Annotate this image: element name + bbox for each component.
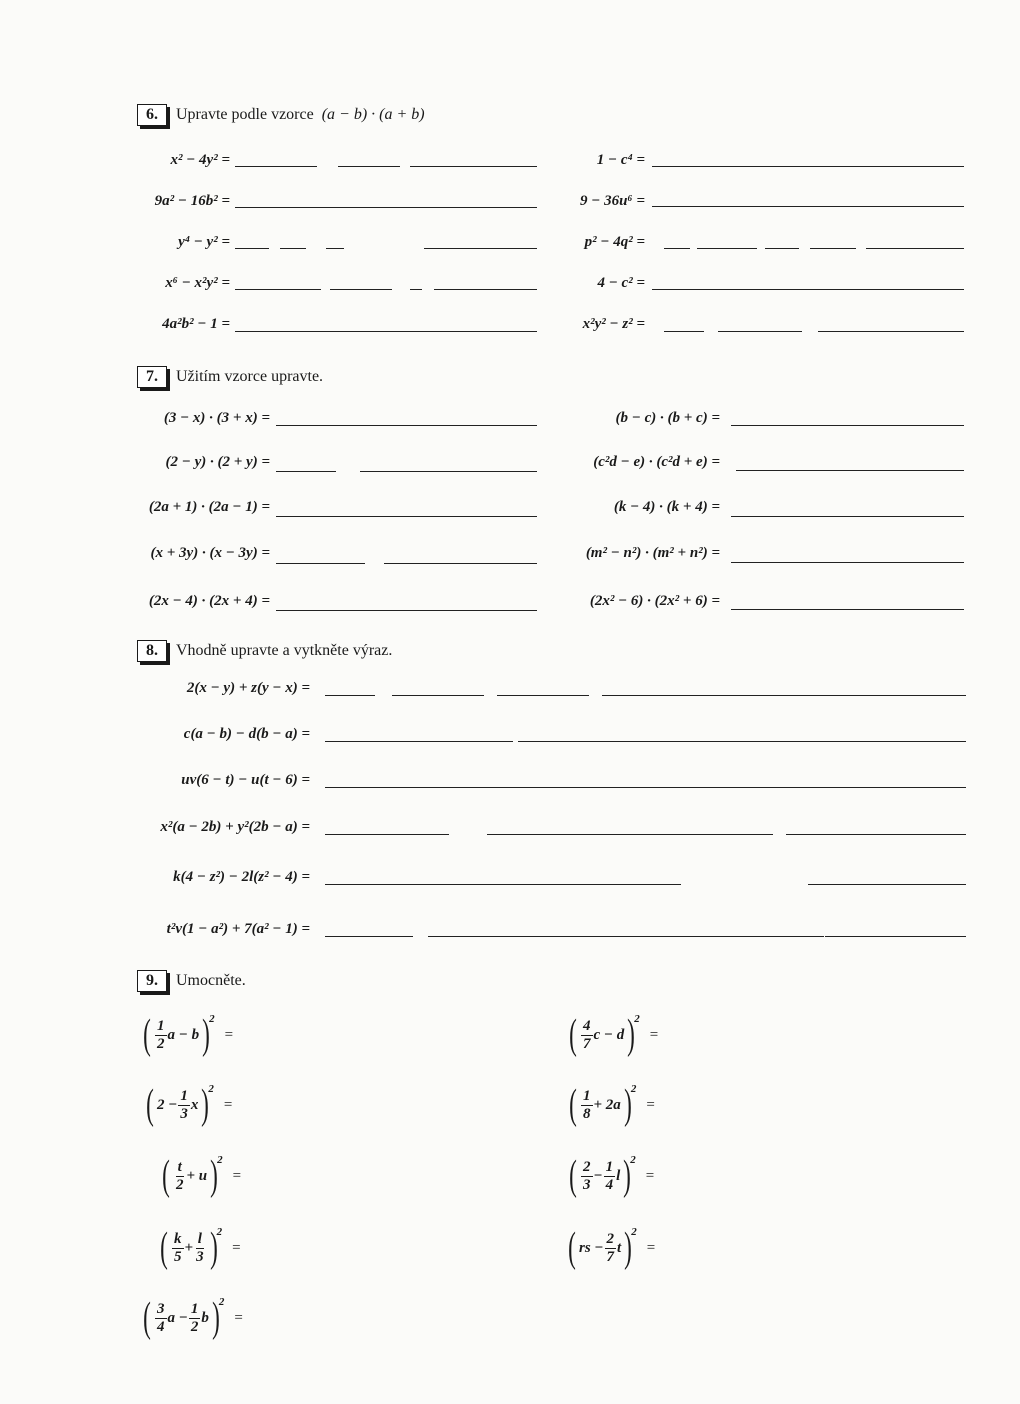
answer-line [235,207,537,208]
answer-line [765,248,799,249]
answer-line [602,695,966,696]
expr-text: a − [167,1309,188,1326]
expr-text: l [616,1167,621,1184]
fraction [155,1301,167,1336]
fraction-numerator: 1 [180,1087,188,1104]
expression: (b − c) · (b + c) = [615,410,720,426]
right-paren: ) [202,1012,210,1058]
left-paren: ( [143,1012,151,1058]
right-paren: ) [623,1082,632,1128]
fraction [581,1088,593,1123]
fraction [581,1018,593,1053]
fraction-numerator: k [174,1230,182,1247]
left-paren: ( [569,1082,577,1128]
section-title: Upravte podle vzorce [176,106,314,123]
expression: x⁶ − x²y² = [165,275,230,291]
equals-sign: = [232,1239,241,1256]
exponent: 2 [218,1296,225,1308]
answer-line [652,289,964,290]
section-6-header [137,104,425,126]
fraction-numerator: 2 [583,1158,591,1175]
expr-text: + u [186,1167,208,1184]
expression: (2x² − 6) · (2x² + 6) = [589,593,720,609]
fraction [172,1231,184,1266]
power-expression [566,1082,655,1128]
equals-sign: = [232,1167,242,1184]
expression: 9a² − 16b² = [154,193,230,209]
expr-text: a − b [167,1026,200,1043]
fraction-numerator: 1 [583,1087,591,1104]
expression: (x + 3y) · (x − 3y) = [150,545,270,561]
fraction-denominator: 8 [583,1105,591,1122]
section-number: 8. [137,640,167,662]
answer-line [434,289,537,290]
left-paren: ( [569,1012,577,1058]
answer-line [697,248,757,249]
exponent: 2 [209,1013,215,1025]
fraction [604,1159,616,1194]
fraction-numerator: 3 [157,1300,165,1317]
right-paren: ) [627,1012,636,1058]
power-expression [566,1153,655,1199]
expr-text: + [184,1239,194,1256]
answer-line [410,166,537,167]
power-expression [159,1153,242,1199]
expression: 1 − c⁴ = [596,152,645,168]
section-number: 7. [137,366,167,388]
power-expression [565,1225,656,1271]
fraction-denominator: 7 [583,1035,591,1052]
answer-line [786,834,966,835]
expression: 9 − 36u⁶ = [580,193,645,209]
fraction-denominator: 3 [180,1105,188,1122]
exponent: 2 [631,1226,637,1238]
answer-line [280,248,306,249]
section-title: Vhodně upravte a vytkněte výraz. [176,642,393,659]
fraction-numerator: 1 [157,1017,165,1034]
fraction [174,1159,186,1194]
answer-line [731,425,964,426]
answer-line [487,834,773,835]
expr-text: − [593,1167,603,1184]
expr-text: + 2a [593,1096,621,1113]
answer-line [384,563,537,564]
fraction-denominator: 5 [174,1248,182,1265]
answer-line [325,884,681,885]
expression: x² − 4y² = [170,152,230,168]
right-paren: ) [211,1295,220,1341]
expr-text: x [190,1096,199,1113]
section-formula: (a − b) · (a + b) [321,106,425,123]
exponent: 2 [634,1013,640,1025]
exponent: 2 [630,1154,636,1166]
expression: x²(a − 2b) + y²(2b − a) = [160,819,310,835]
answer-line [652,206,964,207]
answer-line [360,471,537,472]
answer-line [330,289,392,290]
power-expression [140,1295,243,1341]
answer-line [808,884,966,885]
answer-line [428,936,824,937]
fraction-denominator: 3 [196,1248,204,1265]
section-number: 6. [137,104,167,126]
equals-sign: = [223,1096,233,1113]
answer-line [810,248,856,249]
section-title: Užitím vzorce upravte. [176,368,324,385]
expr-text: t [617,1239,622,1256]
answer-line [664,248,690,249]
expr-prefix: 2 − [157,1096,178,1113]
expression: 4a²b² − 1 = [162,316,230,332]
expr-prefix: rs − [579,1239,604,1256]
answer-line [718,331,802,332]
answer-line [424,248,537,249]
fraction-numerator: 2 [606,1230,615,1247]
answer-line [652,166,964,167]
answer-line [276,471,336,472]
answer-line [866,248,964,249]
right-paren: ) [624,1225,633,1271]
expression: (2a + 1) · (2a − 1) = [148,499,270,515]
exponent: 2 [217,1154,223,1166]
expression: uv(6 − t) − u(t − 6) = [181,772,310,788]
exponent: 2 [630,1083,637,1095]
answer-line [276,425,537,426]
expression: (3 − x) · (3 + x) = [163,410,270,426]
section-7-header [137,366,323,388]
answer-line [664,331,704,332]
answer-line [410,289,422,290]
left-paren: ( [146,1082,154,1128]
fraction-denominator: 3 [583,1176,591,1193]
fraction-denominator: 7 [606,1248,615,1265]
fraction [155,1018,167,1053]
right-paren: ) [623,1153,632,1199]
answer-line [235,248,269,249]
right-paren: ) [209,1225,218,1271]
equals-sign: = [224,1026,234,1043]
answer-line [276,563,365,564]
expression: (2 − y) · (2 + y) = [165,454,270,470]
fraction [178,1088,190,1123]
answer-line [235,331,537,332]
fraction [581,1159,593,1194]
answer-line [325,787,966,788]
expression: (c²d − e) · (c²d + e) = [593,454,720,470]
right-paren: ) [210,1153,218,1199]
power-expression [157,1225,241,1271]
equals-sign: = [646,1096,655,1113]
answer-line [326,248,344,249]
section-9-header [137,970,246,992]
fraction-denominator: 4 [605,1176,614,1193]
fraction-numerator: 4 [583,1017,591,1034]
expr-text: c − d [593,1026,625,1043]
exponent: 2 [216,1226,223,1238]
fraction-numerator: l [197,1230,202,1247]
fraction-denominator: 2 [157,1035,165,1052]
answer-line [235,166,317,167]
expression: c(a − b) − d(b − a) = [183,726,310,742]
expression: x²y² − z² = [582,316,645,332]
expression: (k − 4) · (k + 4) = [613,499,720,515]
fraction-numerator: 1 [605,1158,614,1175]
answer-line [736,470,964,471]
expression: 4 − c² = [597,275,645,291]
answer-line [392,695,484,696]
fraction-denominator: 4 [157,1318,165,1335]
answer-line [325,834,449,835]
fraction-numerator: 1 [190,1300,199,1317]
left-paren: ( [569,1153,577,1199]
power-expression [140,1012,234,1058]
right-paren: ) [201,1082,210,1128]
expression: (2x − 4) · (2x + 4) = [148,593,270,609]
expression: k(4 − z²) − 2l(z² − 4) = [173,869,310,885]
answer-line [276,610,537,611]
section-number: 9. [137,970,167,992]
fraction [189,1301,201,1336]
answer-line [325,741,513,742]
answer-line [731,562,964,563]
fraction-numerator: t [177,1158,182,1175]
fraction-denominator: 2 [190,1318,199,1335]
expression: y⁴ − y² = [178,234,230,250]
expression: p² − 4q² = [584,234,645,250]
answer-line [497,695,589,696]
fraction [194,1231,206,1266]
expression: 2(x − y) + z(y − x) = [186,680,310,696]
equals-sign: = [234,1309,243,1326]
answer-line [338,166,400,167]
power-expression [566,1012,659,1058]
answer-line [731,609,964,610]
left-paren: ( [143,1295,151,1341]
answer-line [276,516,537,517]
answer-line [325,936,413,937]
left-paren: ( [162,1153,170,1199]
equals-sign: = [645,1167,655,1184]
answer-line [235,289,321,290]
equals-sign: = [649,1026,659,1043]
section-8-header [137,640,392,662]
fraction [605,1231,617,1266]
left-paren: ( [160,1225,168,1271]
expr-text: b [201,1309,209,1326]
answer-line [825,936,966,937]
expression: t²v(1 − a²) + 7(a² − 1) = [166,921,310,937]
section-title: Umocněte. [176,972,246,989]
answer-line [518,741,966,742]
answer-line [325,695,375,696]
equals-sign: = [646,1239,656,1256]
answer-line [818,331,964,332]
left-paren: ( [568,1225,576,1271]
fraction-denominator: 2 [176,1176,184,1193]
exponent: 2 [208,1083,214,1095]
answer-line [731,516,964,517]
power-expression [143,1082,233,1128]
expression: (m² − n²) · (m² + n²) = [585,545,720,561]
